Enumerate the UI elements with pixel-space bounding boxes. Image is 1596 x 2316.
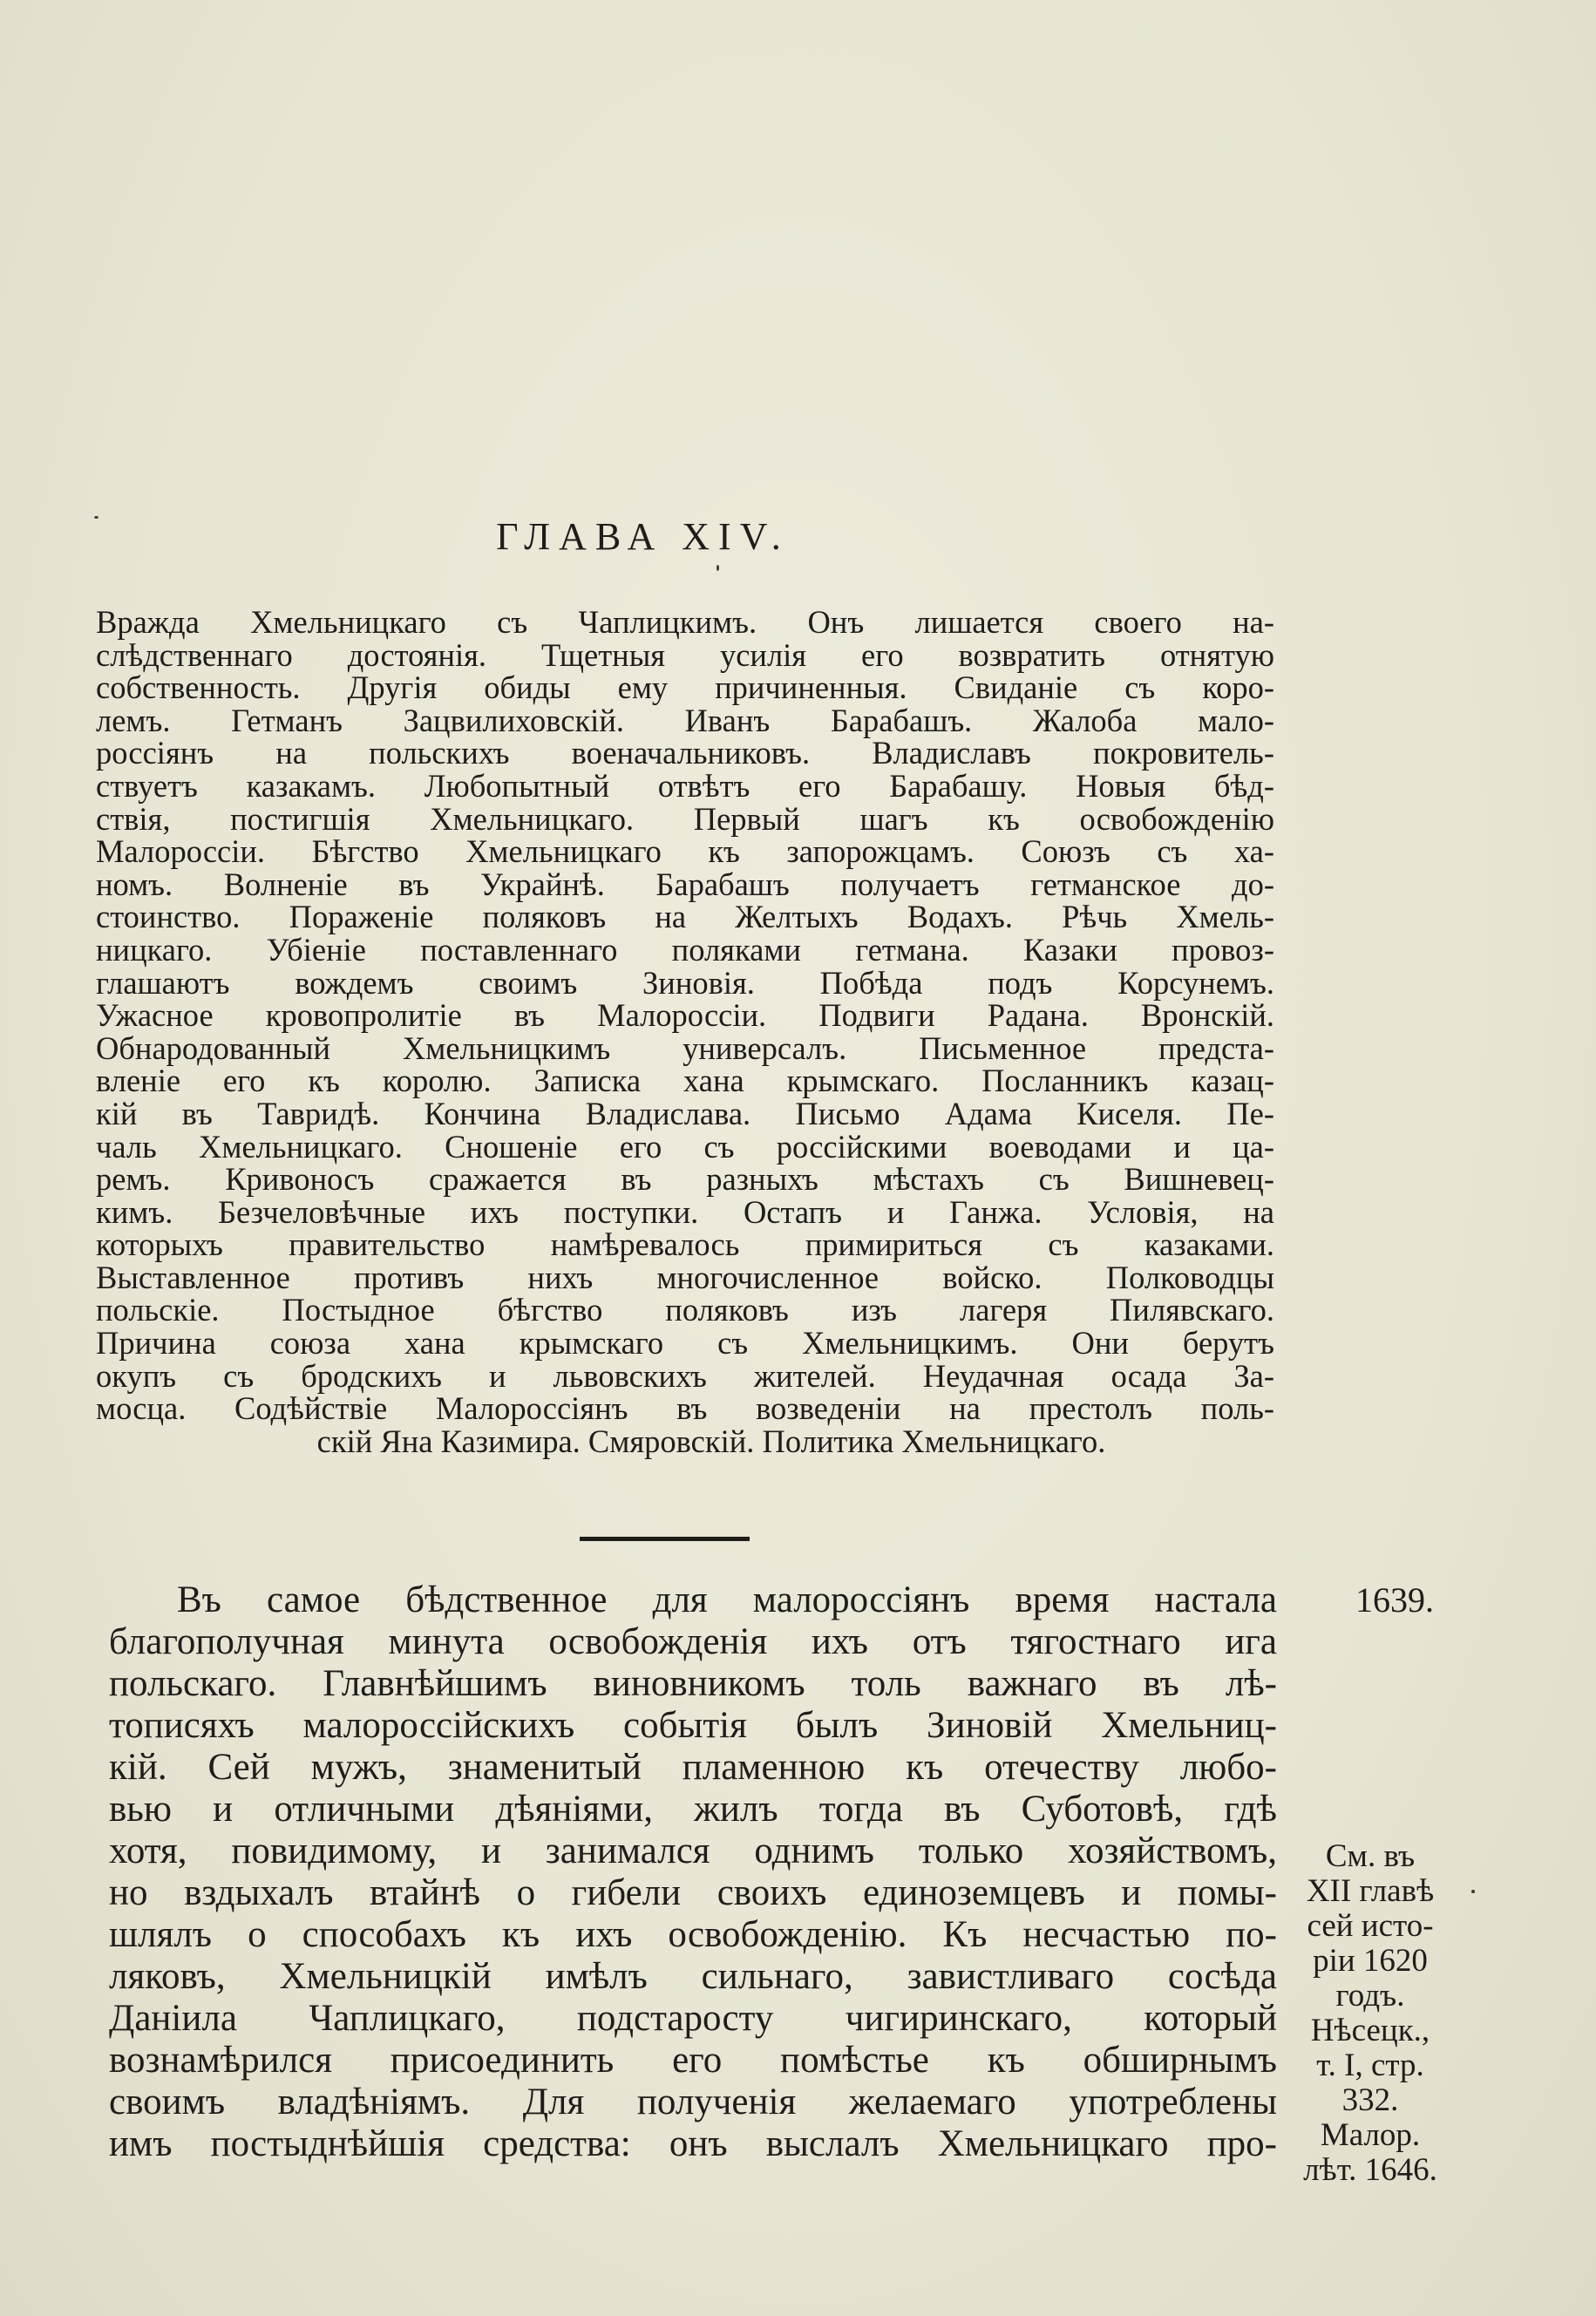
summary-line: номъ. Волненіе въ Украйнѣ. Барабашъ получаетъ гетманское до-	[96, 866, 1274, 902]
summary-line: россіянъ на польскихъ военачальниковъ. Владиславъ покровитель-	[96, 735, 1274, 771]
body-line: Въ самое бѣдственное для малороссіянъ время настала	[177, 1579, 1277, 1620]
body-line: польскаго. Главнѣйшимъ виновникомъ толь важнаго въ лѣ-	[109, 1663, 1277, 1704]
summary-line: ницкаго. Убіеніе поставленнаго поляками гетмана. Казаки провоз-	[96, 931, 1274, 968]
summary-line: Малороссіи. Бѣгство Хмельницкаго къ запорожцамъ. Союзъ съ ха-	[96, 833, 1274, 870]
margin-note-line: т. I, стр.	[1316, 2048, 1424, 2083]
margin-note-line: годъ.	[1335, 1978, 1405, 2014]
margin-note-line: Малор.	[1320, 2117, 1421, 2153]
summary-line: глашаютъ вождемъ своимъ Зиновія. Побѣда подъ Корсунемъ.	[96, 964, 1274, 1001]
summary-line: которыхъ правительство намѣревалось примириться съ казаками.	[96, 1226, 1274, 1263]
summary-line: Вражда Хмельницкаго съ Чаплицкимъ. Онъ лишается своего на-	[96, 604, 1274, 640]
ink-speck	[1471, 1890, 1475, 1893]
summary-line: ствуетъ казакамъ. Любопытный отвѣтъ его Барабашу. Новыя бѣд-	[96, 767, 1274, 804]
margin-note-line: ріи 1620	[1313, 1943, 1428, 1979]
body-line: благополучная минута освобожденія ихъ отъ тягостнаго ига	[109, 1621, 1277, 1662]
summary-line: скій Яна Казимира. Смяровскій. Политика Хмельницкаго.	[316, 1423, 1106, 1459]
body-line: хотя, повидимому, и занимался однимъ только хозяйствомъ,	[109, 1830, 1277, 1871]
summary-line: мосца. Содѣйствіе Малороссіянъ въ возведеніи на престолъ поль-	[96, 1390, 1274, 1427]
body-text	[109, 1579, 1277, 2165]
summary-line: лемъ. Гетманъ Зацвилиховскій. Иванъ Барабашъ. Жалоба мало-	[96, 702, 1274, 738]
summary-line: ремъ. Кривоносъ сражается въ разныхъ мѣстахъ съ Вишневец-	[96, 1161, 1274, 1198]
summary-line: стоинство. Пораженіе поляковъ на Желтыхъ Водахъ. Рѣчь Хмель-	[96, 899, 1274, 935]
section-divider	[580, 1537, 750, 1541]
summary-line: кимъ. Безчеловѣчные ихъ поступки. Остапъ и Ганжа. Условія, на	[96, 1193, 1274, 1230]
summary-line: слѣдственнаго достоянія. Тщетныя усилія его возвратить отнятую	[96, 636, 1274, 673]
summary-line: Выставленное противъ нихъ многочисленное войско. Полководцы	[96, 1259, 1274, 1295]
body-line: вью и отличными дѣяніями, жилъ тогда въ Суботовѣ, гдѣ	[109, 1789, 1277, 1830]
body-line: но вздыхалъ втайнѣ о гибели своихъ единоземцевъ и помы-	[109, 1872, 1277, 1913]
body-line: вознамѣрился присоединить его помѣстье къ обширнымъ	[109, 2040, 1277, 2081]
body-line: имъ постыднѣйшія средства: онъ выслалъ Хмельницкаго про-	[109, 2123, 1277, 2164]
body-line: шлялъ о способахъ къ ихъ освобожденію. Къ несчастью по-	[109, 1914, 1277, 1955]
margin-note-line: 332.	[1341, 2082, 1399, 2118]
summary-line: польскіе. Постыдное бѣгство поляковъ изъ лагеря Пилявскаго.	[96, 1292, 1274, 1328]
summary-line: собственность. Другія обиды ему причиненныя. Свиданіе съ коро-	[96, 669, 1274, 706]
summary-line: Обнародованный Хмельницкимъ универсалъ. Письменное предста-	[96, 1029, 1274, 1066]
margin-note-line: Нѣсецк.,	[1310, 2013, 1430, 2048]
margin-note-line: XII главѣ	[1306, 1873, 1435, 1909]
summary-line: Причина союза хана крымскаго съ Хмельницкимъ. Они берутъ	[96, 1325, 1274, 1362]
margin-note-line: лѣт. 1646.	[1303, 2152, 1437, 2188]
margin-note-line: сей исто-	[1307, 1908, 1434, 1944]
body-line: ляковъ, Хмельницкій имѣлъ сильнаго, завистливаго сосѣда	[109, 1956, 1277, 1997]
margin-note	[1283, 1839, 1457, 2188]
summary-line: окупъ съ бродскихъ и львовскихъ жителей. Неудачная осада За-	[96, 1357, 1274, 1394]
summary-line: Ужасное кровопролитіе въ Малороссіи. Подвиги Радана. Вронскій.	[96, 997, 1274, 1034]
margin-year: 1639.	[1355, 1580, 1434, 1620]
body-line: своимъ владѣніямъ. Для полученія желаемаго употреблены	[109, 2082, 1277, 2122]
chapter-summary	[96, 606, 1274, 1457]
summary-line: вленіе его къ королю. Записка хана крымскаго. Посланникъ казац-	[96, 1063, 1274, 1099]
ink-speck	[717, 565, 719, 571]
summary-line: чаль Хмельницкаго. Сношеніе его съ россійскими воеводами и ца-	[96, 1128, 1274, 1165]
summary-line: кій въ Тавридѣ. Кончина Владислава. Письмо Адама Киселя. Пе-	[96, 1095, 1274, 1131]
chapter-title: ГЛАВА XIV.	[496, 515, 790, 558]
margin-note-line: См. въ	[1325, 1838, 1416, 1874]
body-line: кій. Сей мужъ, знаменитый пламенною къ отечеству любо-	[109, 1747, 1277, 1788]
body-line: тописяхъ малороссійскихъ событія былъ Зиновій Хмельниц-	[109, 1705, 1277, 1746]
summary-line: ствія, постигшія Хмельницкаго. Первый шагъ къ освобожденію	[96, 800, 1274, 837]
body-line: Даніила Чаплицкаго, подстаросту чигиринскаго, который	[109, 1998, 1277, 2039]
ink-speck	[94, 516, 98, 519]
